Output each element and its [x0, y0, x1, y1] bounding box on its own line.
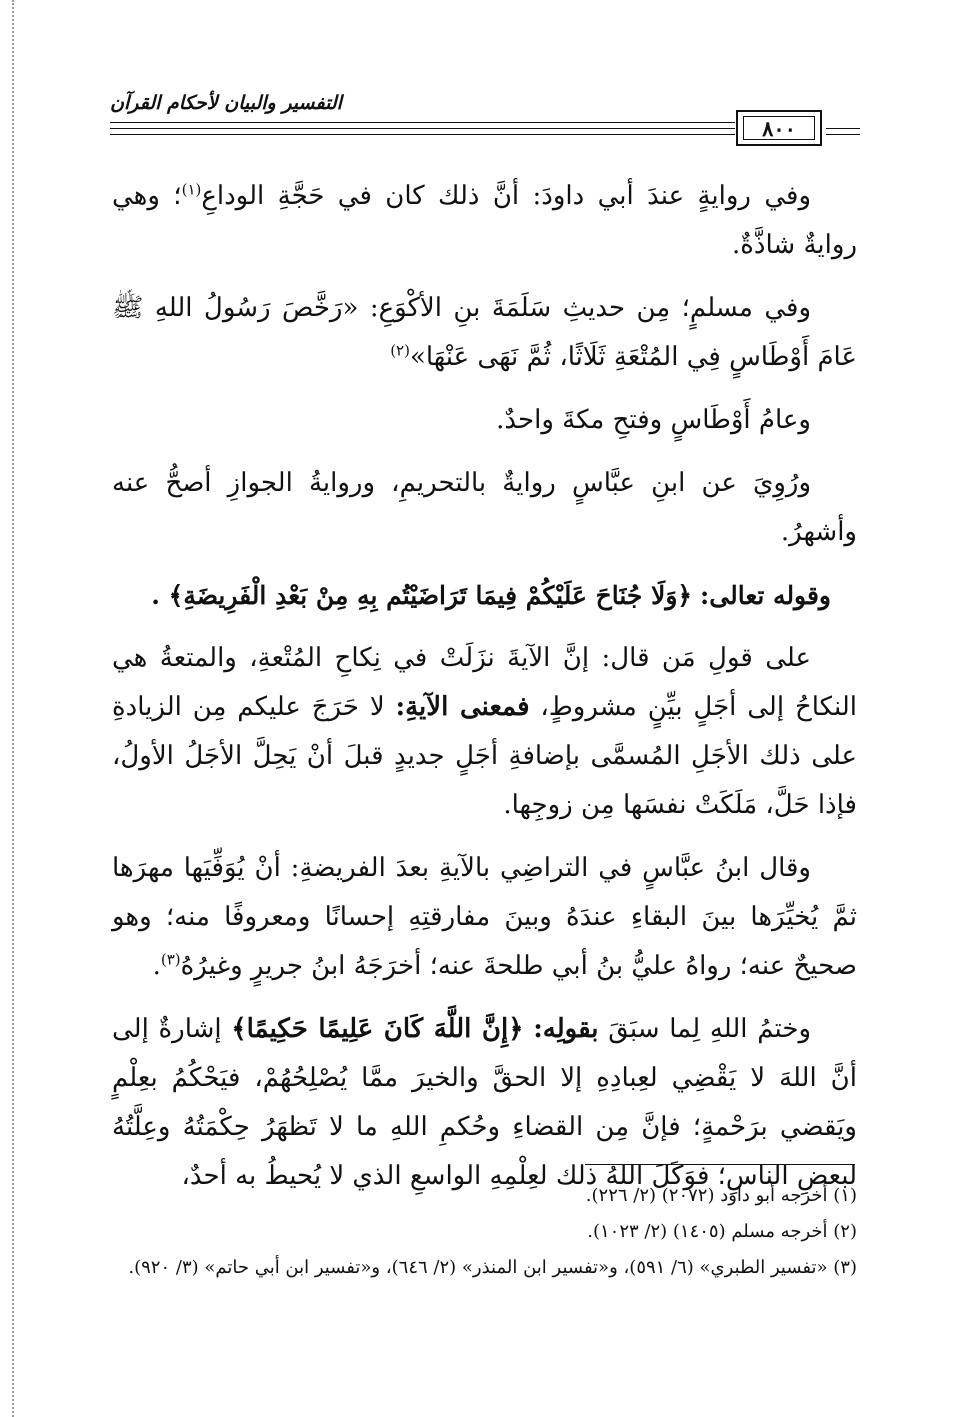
paragraph-4: ورُوِيَ عن ابنِ عبَّاسٍ روايةٌ بالتحريمِ، وروايةُ الجوازِ أصحُّ عنه وأشهرُ. — [112, 468, 857, 547]
paragraph-5: على قولِ مَن قال: إنَّ الآيةَ نزَلَتْ في نِكاحِ المُتْعةِ، والمتعةُ هي النكاحُ إلى أجَلٍ بيِّنٍ مشروطٍ، فمعنى الآيةِ: لا حَرَجَ عليكم مِن الزيادةِ على ذلك الأجَلِ المُسمَّى بإضافةِ أجَلٍ جديدٍ قبلَ أنْ يَحِلَّ الأجَلُ الأولُ، فإذا حَلَّ، مَلَكَتْ نفسَها مِن زوجِها. — [112, 643, 857, 820]
verse-heading — [112, 571, 857, 620]
page-number-box — [736, 110, 822, 146]
header-rule — [826, 128, 860, 129]
paragraph-6: وقال ابنُ عبَّاسٍ في التراضِي بالآيةِ بعدَ الفريضةِ: أنْ يُوَفِّيَها مهرَها ثمَّ يُخيِّرَها بينَ البقاءِ عندَهُ وبينَ مفارقتِهِ إحسانًا ومعروفًا منه؛ وهو صحيحٌ عنه؛ رواهُ عليُّ بنُ أبي طلحةَ عنه؛ أخرَجَهُ ابنُ جريرٍ وغيرُهُ$^{(٣)}$. — [112, 853, 857, 981]
paragraph-2: وفي مسلمٍ؛ مِن حديثِ سَلَمَةَ بنِ الأكْوَعِ: «رَخَّصَ رَسُولُ اللهِ ﷺ عَامَ أَوْطَاسٍ فِي المُتْعَةِ ثَلَاثًا، ثُمَّ نَهَى عَنْهَا»$^{(٢)}$ — [112, 293, 857, 372]
footnote-ref-2: (٢) — [390, 341, 410, 360]
paragraph-1: وفي روايةٍ عندَ أبي داودَ: أنَّ ذلك كان في حَجَّةِ الوداعِ$^{(١)}$؛ وهي روايةٌ شاذَّةٌ. — [112, 180, 857, 260]
header-rule — [826, 134, 860, 135]
meaning-label: فمعنى الآيةِ: — [395, 692, 530, 722]
footnote-ref-3: (٣) — [160, 950, 181, 969]
header-rule — [110, 134, 735, 135]
page-header — [110, 92, 860, 162]
main-text — [112, 172, 857, 1215]
footnote-2: (٢) أخرجه مسلم (١٤٠٥) (٢/ ١٠٢٣). — [587, 1221, 857, 1242]
book-title: التفسير والبيان لأحكام القرآن — [110, 92, 342, 114]
paragraph-3: وعامُ أَوْطَاسٍ وفتحِ مكةَ واحدٌ. — [496, 405, 811, 435]
footnote-ref-1: (١) — [181, 180, 202, 199]
quran-verse-2: ﴿إِنَّ اللَّهَ كَانَ عَلِيمًا حَكِيمًا﴾ — [231, 1014, 524, 1044]
header-rule — [110, 122, 735, 123]
footnote-1: (١) أخرجه أبو داود (٢٠٧٢) (٢/ ٢٢٦). — [585, 1185, 857, 1206]
quran-verse: ﴿وَلَا جُنَاحَ عَلَيْكُمْ فِيمَا تَرَاضَيْتُم بِهِ مِنْ بَعْدِ الْفَرِيضَةِ﴾ . — [151, 581, 693, 610]
footnote-3: (٣) «تفسير الطبري» (٦/ ٥٩١)، و«تفسير ابن المنذر» (٢/ ٦٤٦)، و«تفسير ابن أبي حاتم» (٣/ ٩٢٠). — [128, 1257, 857, 1278]
verse-lead: وقوله تعالى: — [700, 581, 831, 610]
footnotes — [112, 1180, 857, 1288]
paragraph-7: وختمُ اللهِ لِما سبَقَ بقولِه: ﴿إِنَّ اللَّهَ كَانَ عَلِيمًا حَكِيمًا﴾ إشارةٌ إلى أنَّ اللهَ لا يَقْضِي لعِبادِهِ إلا الحقَّ والخيرَ ممَّا يُصْلِحُهُمْ، فيَحْكُمُ بعِلْمٍ ويَقضي برَحْمةٍ؛ فإنَّ مِن القضاءِ وحُكمِ اللهِ ما لا تَظهَرُ حِكْمَتُهُ وعِلَّتُهُ لبعضِ الناسِ؛ فوَكَلَ اللهُ ذلك لعِلْمِهِ الواسعِ الذي لا يُحيطُ به أحدٌ، — [112, 1014, 857, 1191]
header-rule — [110, 128, 735, 129]
page-number: ٨٠٠ — [743, 116, 815, 140]
scan-edge — [0, 0, 14, 1417]
footnote-divider — [585, 1164, 855, 1165]
